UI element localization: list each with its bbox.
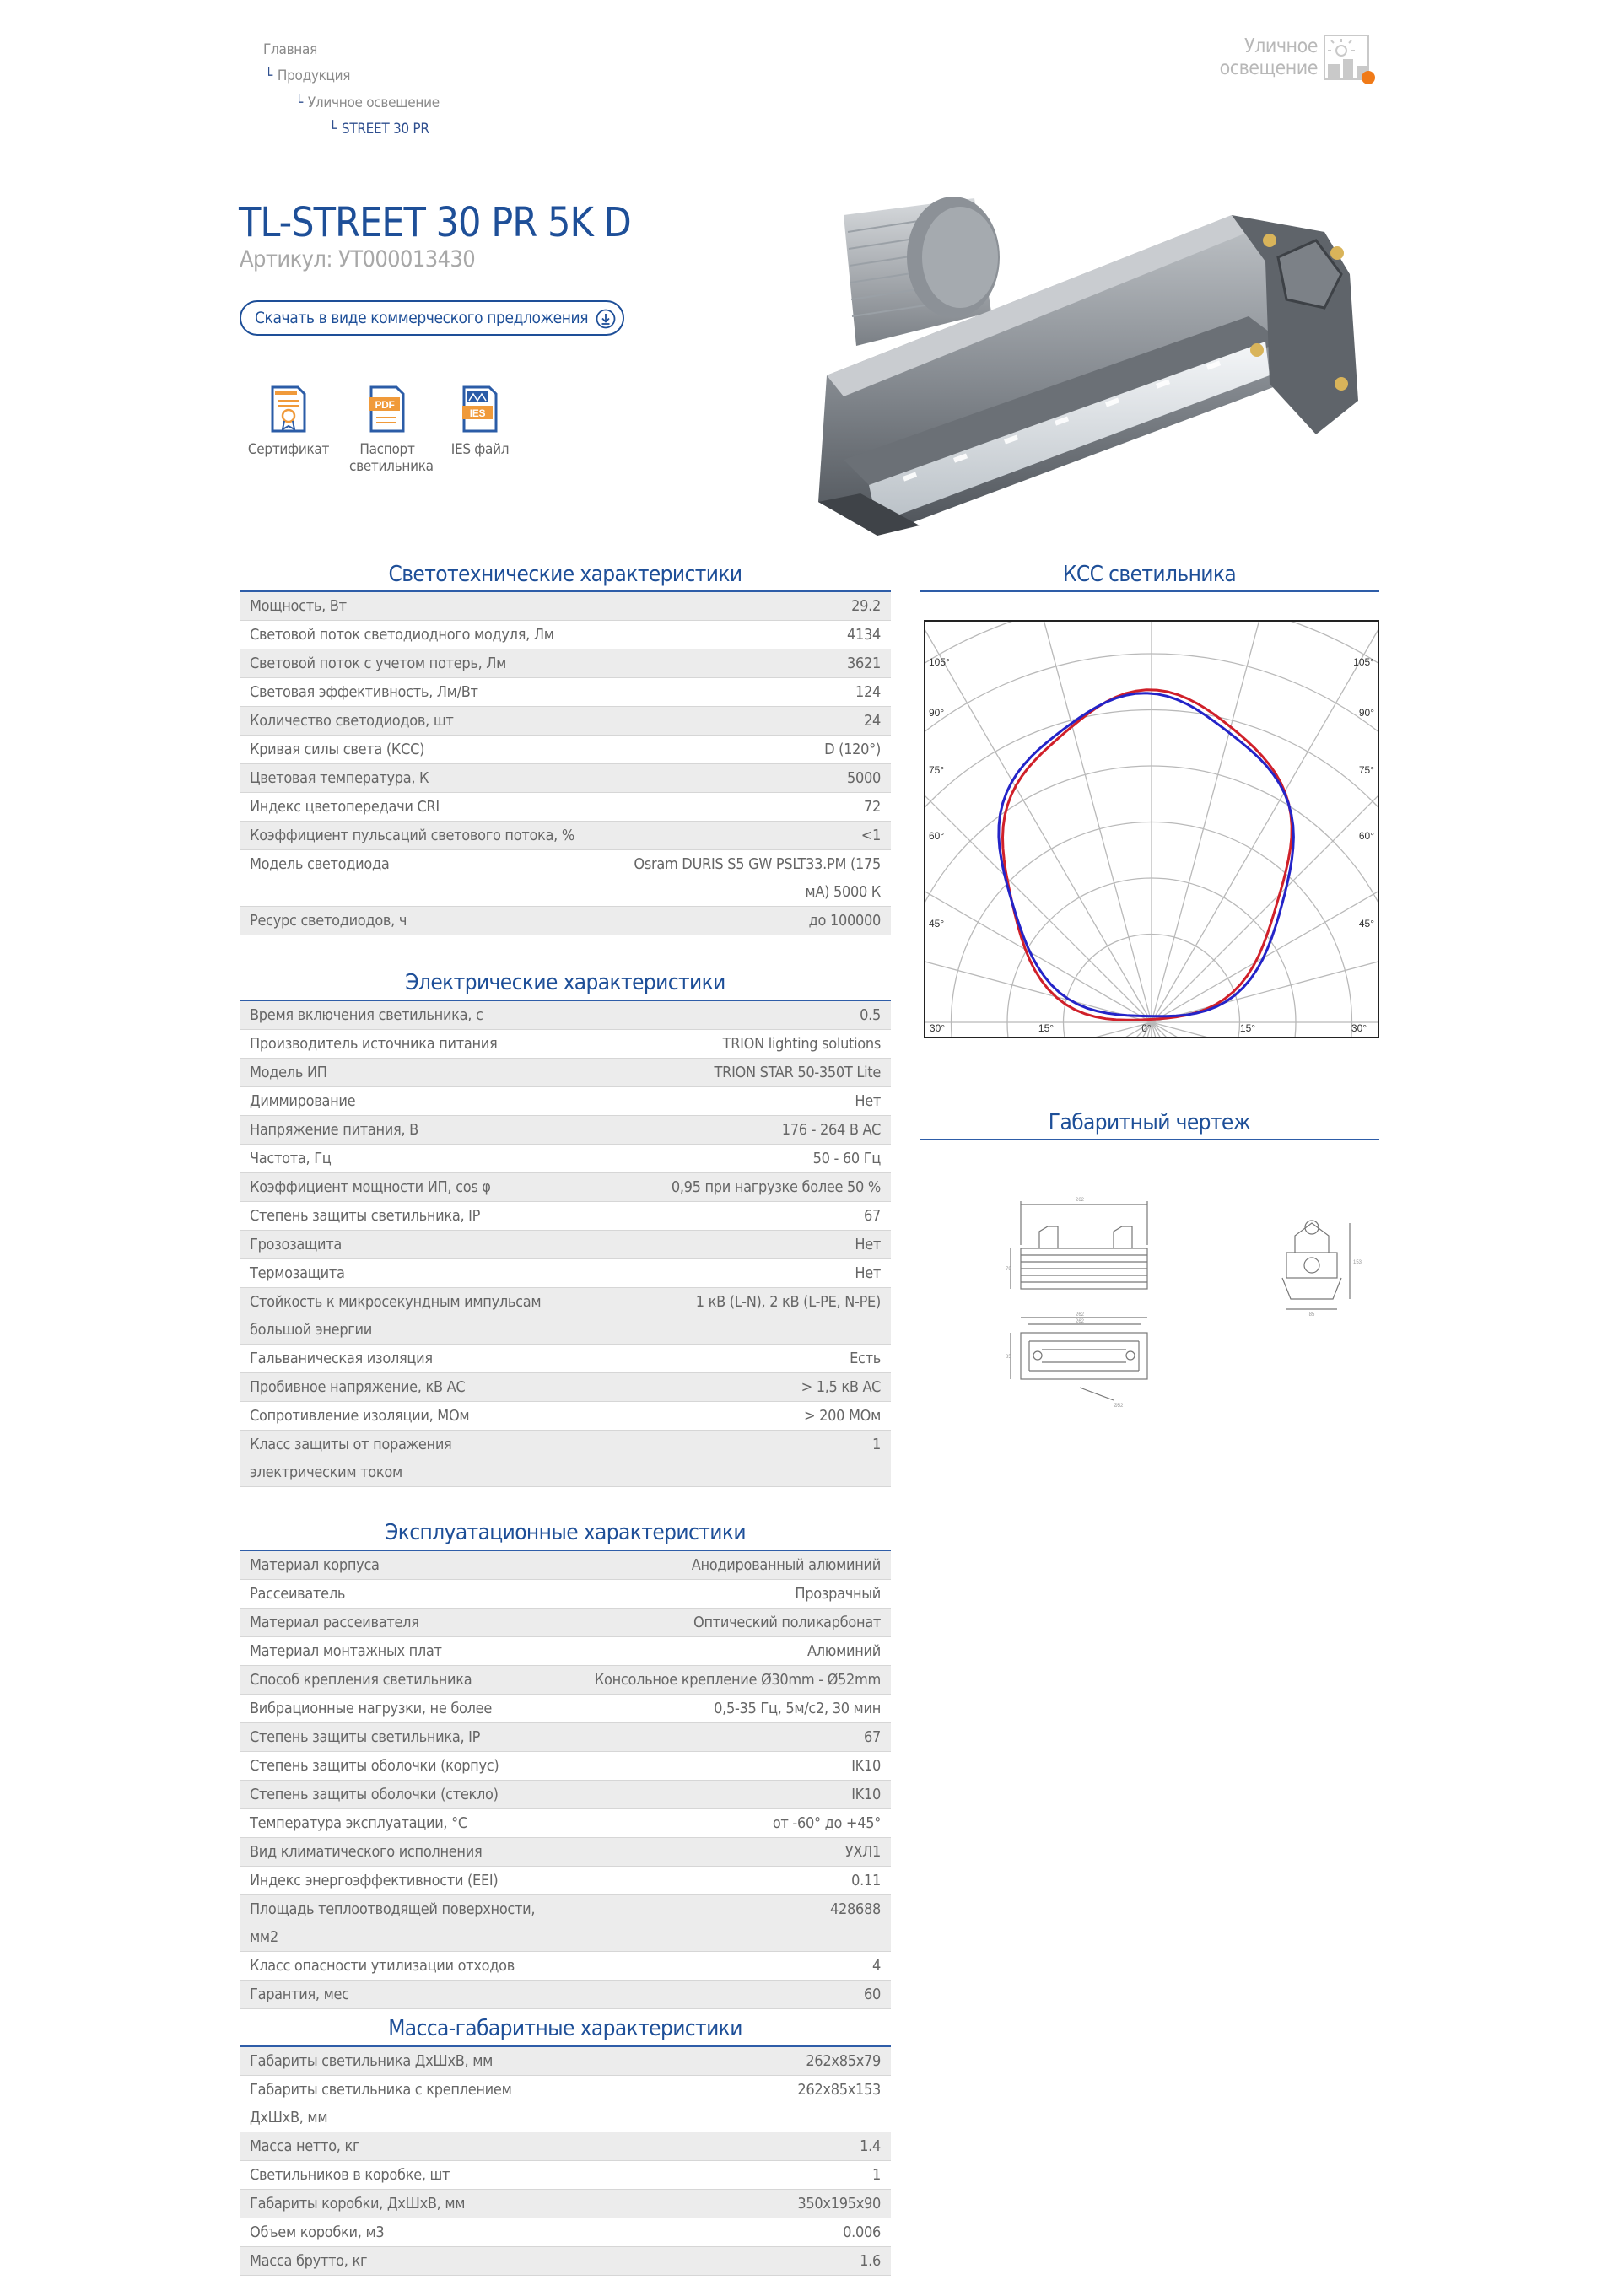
spec-value: 3621: [619, 649, 891, 678]
spec-label: Производитель источника питания: [240, 1030, 565, 1059]
spec-value: 350x195x90: [565, 2190, 891, 2218]
mass-spec-table: [240, 2047, 891, 2276]
spec-row: [240, 1952, 891, 1981]
spec-row: [240, 1809, 891, 1838]
spec-row: [240, 2218, 891, 2247]
spec-row: [240, 1752, 891, 1781]
spec-label: Площадь теплоотводящей поверхности, мм2: [240, 1895, 577, 1952]
spec-value: Osram DURIS S5 GW PSLT33.PM (175 мА) 5000 К: [619, 850, 891, 907]
spec-value: Консольное крепление Ø30mm - Ø52mm: [577, 1666, 891, 1695]
spec-value: 29.2: [619, 592, 891, 621]
spec-value: 1: [565, 1431, 891, 1487]
spec-value: 0.006: [565, 2218, 891, 2247]
spec-label: Пробивное напряжение, кВ АС: [240, 1373, 565, 1402]
ksc-polar-svg: [925, 622, 1378, 1037]
spec-value: 124: [619, 678, 891, 707]
ksc-angle-label-right: 105°: [1353, 656, 1374, 668]
spec-value: > 200 МОм: [565, 1402, 891, 1431]
spec-row: [240, 1259, 891, 1288]
spec-label: Коэффициент пульсаций светового потока, %: [240, 822, 619, 850]
spec-label: Индекс энергоэффективности (EEI): [240, 1867, 577, 1895]
ksc-grid-ray: [1152, 622, 1378, 1022]
tree-branch-icon: └: [329, 121, 337, 137]
spec-label: Кривая силы света (КСС): [240, 736, 619, 764]
spec-label: Диммирование: [240, 1087, 565, 1116]
spec-row: [240, 2247, 891, 2276]
operational-spec-table: [240, 1551, 891, 2009]
breadcrumb-home[interactable]: Главная: [263, 41, 317, 58]
spec-value: 0.5: [565, 1001, 891, 1030]
spec-row: [240, 793, 891, 822]
spec-row: [240, 1981, 891, 2009]
ksc-bottom-label: 15°: [1239, 1022, 1256, 1034]
product-article: Артикул: УТ000013430: [240, 246, 476, 272]
spec-row: [240, 1231, 891, 1259]
ksc-grid-ray: [1152, 1022, 1378, 1037]
spec-label: Вид климатического исполнения: [240, 1838, 577, 1867]
spec-row: [240, 1580, 891, 1609]
spec-label: Гарантия, мес: [240, 1981, 577, 2009]
spec-value: <1: [619, 822, 891, 850]
spec-value: D (120°): [619, 736, 891, 764]
ksc-section-underline: [920, 590, 1379, 592]
spec-row: [240, 649, 891, 678]
svg-text:PDF: PDF: [375, 399, 395, 411]
spec-label: Время включения светильника, с: [240, 1001, 565, 1030]
spec-value: 428688: [577, 1895, 891, 1952]
spec-label: Термозащита: [240, 1259, 565, 1288]
mass-section-title: Масса-габаритные характеристики: [388, 2016, 742, 2041]
ksc-angle-label-left: 60°: [929, 830, 945, 842]
spec-value: 1: [565, 2161, 891, 2190]
spec-row: [240, 1116, 891, 1145]
spec-label: Степень защиты светильника, IP: [240, 1202, 565, 1231]
ksc-angle-label-right: 45°: [1358, 918, 1374, 930]
spec-row: [240, 1087, 891, 1116]
spec-label: Модель светодиода: [240, 850, 619, 907]
spec-value: Нет: [565, 1087, 891, 1116]
spec-value: 24: [619, 707, 891, 736]
ksc-angle-label-left: 75°: [929, 764, 945, 776]
ies-file-label: IES файл: [450, 441, 510, 458]
ies-file-link[interactable]: [439, 384, 521, 458]
spec-row: [240, 2076, 891, 2132]
ksc-grid: [925, 622, 1378, 1037]
spec-value: Есть: [565, 1345, 891, 1373]
spec-label: Способ крепления светильника: [240, 1666, 577, 1695]
ksc-section-title: КСС светильника: [1062, 562, 1237, 587]
ksc-grid-ray: [1006, 622, 1152, 1022]
spec-row: [240, 2161, 891, 2190]
spec-label: Модель ИП: [240, 1059, 565, 1087]
spec-row: [240, 592, 891, 621]
ksc-angle-label-right: 90°: [1358, 707, 1374, 719]
spec-row: [240, 1288, 891, 1345]
download-offer-label: Скачать в виде коммерческого предложения: [255, 309, 589, 327]
street-light-category-icon: [1323, 34, 1378, 88]
spec-row: [240, 850, 891, 907]
spec-label: Рассеиватель: [240, 1580, 577, 1609]
spec-label: Стойкость к микросекундным импульсам большой энергии: [240, 1288, 565, 1345]
passport-label: Паспорт светильника: [349, 441, 434, 475]
download-offer-button[interactable]: [240, 300, 624, 336]
spec-value: 4134: [619, 621, 891, 649]
spec-row: [240, 621, 891, 649]
certificate-icon: [267, 384, 310, 434]
certificate-link[interactable]: [245, 384, 332, 458]
svg-text:IES: IES: [469, 407, 486, 419]
product-title: TL-STREET 30 PR 5K D: [239, 199, 631, 246]
drawing-section-title: Габаритный чертеж: [1048, 1110, 1251, 1135]
spec-label: Степень защиты оболочки (корпус): [240, 1752, 577, 1781]
spec-label: Индекс цветопередачи CRI: [240, 793, 619, 822]
spec-label: Степень защиты светильника, IP: [240, 1723, 577, 1752]
spec-label: Габариты светильника с креплением ДхШхВ, мм: [240, 2076, 565, 2132]
spec-value: Нет: [565, 1259, 891, 1288]
spec-value: 4: [577, 1952, 891, 1981]
spec-value: 1.4: [565, 2132, 891, 2161]
spec-label: Количество светодиодов, шт: [240, 707, 619, 736]
spec-value: 1.6: [565, 2247, 891, 2276]
spec-label: Материал монтажных плат: [240, 1637, 577, 1666]
spec-value: > 1,5 кВ AC: [565, 1373, 891, 1402]
spec-row: [240, 822, 891, 850]
spec-row: [240, 907, 891, 935]
ksc-bottom-label: 0°: [1141, 1022, 1152, 1034]
electrical-section-title: Электрические характеристики: [405, 970, 725, 995]
ksc-angle-label-right: 75°: [1358, 764, 1374, 776]
spec-value: IK10: [577, 1752, 891, 1781]
spec-row: [240, 2132, 891, 2161]
spec-label: Световой поток с учетом потерь, Лм: [240, 649, 619, 678]
spec-row: [240, 1402, 891, 1431]
spec-value: от -60° до +45°: [577, 1809, 891, 1838]
spec-label: Световой поток светодиодного модуля, Лм: [240, 621, 619, 649]
light-section-title: Светотехнические характеристики: [388, 562, 742, 587]
spec-row: [240, 1637, 891, 1666]
spec-value: 67: [577, 1723, 891, 1752]
spec-value: 50 - 60 Гц: [565, 1145, 891, 1173]
drawing-section-underline: [920, 1139, 1379, 1140]
spec-row: [240, 1695, 891, 1723]
spec-value: Алюминий: [577, 1637, 891, 1666]
spec-value: 0,5-35 Гц, 5м/с2, 30 мин: [577, 1695, 891, 1723]
operational-section-title: Эксплуатационные характеристики: [385, 1520, 746, 1545]
svg-text:262: 262: [1075, 1198, 1085, 1203]
spec-row: [240, 1867, 891, 1895]
spec-label: Напряжение питания, В: [240, 1116, 565, 1145]
spec-value: Нет: [565, 1231, 891, 1259]
spec-value: 262x85x153: [565, 2076, 891, 2132]
spec-label: Температура эксплуатации, °С: [240, 1809, 577, 1838]
spec-row: [240, 1001, 891, 1030]
spec-value: Прозрачный: [577, 1580, 891, 1609]
electrical-spec-table: [240, 1001, 891, 1487]
spec-row: [240, 1781, 891, 1809]
tree-branch-icon: └: [295, 94, 303, 111]
spec-label: Светильников в коробке, шт: [240, 2161, 565, 2190]
spec-row: [240, 1145, 891, 1173]
spec-label: Масса нетто, кг: [240, 2132, 565, 2161]
spec-row: [240, 1202, 891, 1231]
svg-text:262: 262: [1075, 1312, 1085, 1318]
spec-value: 262x85x79: [565, 2047, 891, 2076]
spec-label: Степень защиты оболочки (стекло): [240, 1781, 577, 1809]
ksc-polar-chart: [924, 620, 1379, 1038]
breadcrumb-street-lighting[interactable]: └ Уличное освещение: [295, 94, 440, 111]
spec-value: 60: [577, 1981, 891, 2009]
spec-value: 67: [565, 1202, 891, 1231]
spec-row: [240, 1666, 891, 1695]
svg-text:85: 85: [1308, 1312, 1315, 1318]
spec-value: 176 - 264 В AC: [565, 1116, 891, 1145]
spec-label: Класс опасности утилизации отходов: [240, 1952, 577, 1981]
download-icon: [596, 309, 616, 329]
ksc-bottom-label: 30°: [929, 1022, 946, 1034]
spec-label: Световая эффективность, Лм/Вт: [240, 678, 619, 707]
svg-text:262: 262: [1075, 1319, 1085, 1324]
spec-label: Класс защиты от поражения электрическим током: [240, 1431, 565, 1487]
ksc-bottom-label: 15°: [1038, 1022, 1055, 1034]
spec-label: Грозозащита: [240, 1231, 565, 1259]
ksc-angle-label-left: 45°: [929, 918, 945, 930]
spec-label: Частота, Гц: [240, 1145, 565, 1173]
ies-file-icon: [459, 384, 501, 434]
spec-value: TRION lighting solutions: [565, 1030, 891, 1059]
spec-value: 5000: [619, 764, 891, 793]
ksc-grid-ray: [1152, 1022, 1378, 1037]
spec-row: [240, 1431, 891, 1487]
spec-row: [240, 678, 891, 707]
spec-row: [240, 764, 891, 793]
spec-label: Коэффициент мощности ИП, cos φ: [240, 1173, 565, 1202]
spec-row: [240, 1838, 891, 1867]
spec-value: 72: [619, 793, 891, 822]
spec-row: [240, 2190, 891, 2218]
passport-link[interactable]: [341, 384, 434, 475]
spec-row: [240, 1609, 891, 1637]
spec-label: Габариты светильника ДхШхВ, мм: [240, 2047, 565, 2076]
breadcrumb-products[interactable]: └ Продукция: [265, 67, 351, 84]
breadcrumb-current: └ STREET 30 PR: [329, 121, 429, 137]
category-badge-label: Уличное освещение: [1219, 35, 1318, 79]
spec-value: Анодированный алюминий: [577, 1551, 891, 1580]
ksc-bottom-label: 30°: [1351, 1022, 1367, 1034]
spec-value: IK10: [577, 1781, 891, 1809]
spec-label: Объем коробки, м3: [240, 2218, 565, 2247]
certificate-label: Сертификат: [247, 441, 330, 458]
spec-row: [240, 1345, 891, 1373]
spec-label: Гальваническая изоляция: [240, 1345, 565, 1373]
ksc-grid-ray: [1152, 1022, 1378, 1037]
spec-value: 0,95 при нагрузке более 50 %: [565, 1173, 891, 1202]
spec-row: [240, 1059, 891, 1087]
spec-label: Вибрационные нагрузки, не более: [240, 1695, 577, 1723]
pdf-icon: [366, 384, 408, 434]
ksc-grid-ray: [925, 622, 1152, 1022]
tree-branch-icon: └: [265, 67, 272, 84]
ksc-grid-ray: [925, 877, 1152, 1022]
spec-label: Сопротивление изоляции, МОм: [240, 1402, 565, 1431]
svg-text:85: 85: [1006, 1355, 1011, 1360]
svg-text:79: 79: [1006, 1267, 1011, 1272]
spec-row: [240, 736, 891, 764]
spec-label: Ресурс светодиодов, ч: [240, 907, 619, 935]
ksc-grid-ray: [1152, 1022, 1378, 1037]
spec-value: TRION STAR 50-350T Lite: [565, 1059, 891, 1087]
spec-label: Материал рассеивателя: [240, 1609, 577, 1637]
spec-row: [240, 1551, 891, 1580]
product-image: [810, 181, 1384, 544]
spec-value: Оптический поликарбонат: [577, 1609, 891, 1637]
spec-row: [240, 1723, 891, 1752]
spec-row: [240, 1895, 891, 1952]
spec-row: [240, 1030, 891, 1059]
ksc-angle-label-left: 90°: [929, 707, 945, 719]
svg-text:Ø52: Ø52: [1114, 1404, 1124, 1409]
spec-label: Мощность, Вт: [240, 592, 619, 621]
spec-label: Цветовая температура, К: [240, 764, 619, 793]
spec-value: УХЛ1: [577, 1838, 891, 1867]
spec-row: [240, 1373, 891, 1402]
spec-value: до 100000: [619, 907, 891, 935]
spec-value: 0.11: [577, 1867, 891, 1895]
spec-row: [240, 1173, 891, 1202]
ksc-angle-label-left: 105°: [929, 656, 950, 668]
spec-label: Материал корпуса: [240, 1551, 577, 1580]
spec-value: 1 кВ (L-N), 2 кВ (L-PE, N-PE): [565, 1288, 891, 1345]
dimension-drawing: [995, 1189, 1375, 1417]
spec-row: [240, 2047, 891, 2076]
spec-label: Масса брутто, кг: [240, 2247, 565, 2276]
ksc-angle-label-right: 60°: [1358, 830, 1374, 842]
spec-row: [240, 707, 891, 736]
ksc-grid-ray: [1152, 622, 1297, 1022]
svg-text:153: 153: [1353, 1260, 1362, 1265]
ksc-grid-ray: [1152, 877, 1378, 1022]
light-spec-table: [240, 592, 891, 935]
spec-label: Габариты коробки, ДхШхВ, мм: [240, 2190, 565, 2218]
